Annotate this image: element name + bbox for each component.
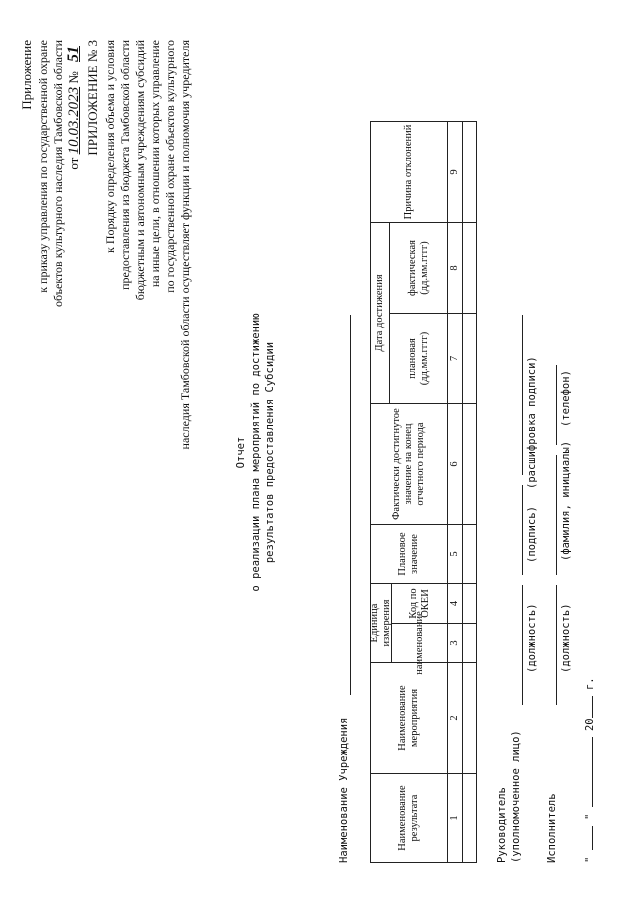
head-signature-field[interactable] [522, 485, 523, 575]
col-number-2: 2 [447, 662, 463, 774]
procedure-line-1: к Порядку определения объема и условия [103, 40, 117, 253]
order-number: 51 [65, 46, 82, 62]
header-date-planned: плановая (дд.мм.гггг) [389, 313, 448, 404]
head-position-hint: (должность) [526, 603, 538, 673]
col-number-3: 3 [447, 623, 463, 663]
executor-label: Исполнитель [546, 793, 558, 863]
date-open-quote: " [584, 856, 596, 863]
table-cell[interactable] [462, 313, 477, 404]
procedure-line-4: на иные цели, в отношении которых управление [148, 40, 162, 288]
order-date: 10.03.2023 [66, 86, 82, 155]
head-position-field[interactable] [522, 585, 523, 705]
col-number-4: 4 [447, 583, 463, 624]
executor-phone-field[interactable] [556, 365, 557, 445]
date-day-field[interactable] [592, 826, 593, 850]
report-table [370, 47, 480, 863]
table-cell[interactable] [462, 662, 477, 774]
header-unit-group: Единица измерения [370, 583, 392, 663]
col-number-1: 1 [447, 773, 463, 863]
header-date-group: Дата достижения [370, 222, 390, 404]
header-unit-name: наименование [391, 623, 448, 663]
header-actual-value: Фактически достигнутое значение на конец отчетного периода [370, 403, 448, 525]
header-okei-code: Код по ОКЕИ [391, 583, 448, 624]
table-cell[interactable] [462, 403, 477, 525]
executor-name-hint: (фамилия, инициалы) [560, 440, 572, 561]
table-cell[interactable] [462, 623, 477, 663]
institution-field[interactable] [350, 315, 351, 695]
date-year-field[interactable] [592, 696, 593, 718]
procedure-line-3: бюджетным и автономным учреждениям субсидий [133, 40, 147, 301]
table-cell[interactable] [462, 524, 477, 584]
head-decoding-hint: (расшифровка подписи) [526, 356, 538, 489]
header-planned-value: Плановое значение [370, 524, 448, 584]
date-line [584, 677, 596, 863]
procedure-line-2: предоставления из бюджета Тамбовской области [118, 40, 132, 290]
order-number-prefix: № [66, 71, 81, 84]
appendix-title: Приложение [19, 40, 34, 110]
order-line-2: объектов культурного наследия Тамбовской области [51, 40, 65, 308]
executor-name-field[interactable] [556, 455, 557, 575]
procedure-line-5: по государственной охране объектов культурного [163, 40, 177, 293]
col-number-9: 9 [447, 121, 463, 223]
executor-position-field[interactable] [556, 585, 557, 705]
report-subtitle-1: о реализации плана мероприятий по достижению [250, 313, 262, 592]
head-label: Руководитель [496, 787, 508, 863]
head-decoding-field[interactable] [522, 315, 523, 475]
header-result-name: Наименование результата [370, 773, 448, 863]
table-cell[interactable] [462, 222, 477, 314]
order-date-prefix: от [66, 157, 81, 170]
col-number-5: 5 [447, 524, 463, 584]
date-year-prefix: 20 [584, 718, 596, 732]
order-date-line [67, 40, 81, 170]
table-cell[interactable] [462, 121, 477, 223]
procedure-line-6: наследия Тамбовской области осуществляет функции и полномочия учредителя [178, 40, 192, 450]
table-cell[interactable] [462, 583, 477, 624]
report-title: Отчет [235, 436, 247, 469]
order-line-1: к приказу управления по государственной охране [36, 40, 50, 293]
executor-position-hint: (должность) [560, 603, 572, 673]
col-number-6: 6 [447, 403, 463, 525]
col-number-7: 7 [447, 313, 463, 404]
header-date-actual: фактическая (дд.мм.гггг) [389, 222, 448, 314]
head-signature-hint: (подпись) [526, 506, 538, 563]
report-subtitle-2: результатов предоставления Субсидии [264, 341, 276, 564]
date-close-quote: " [584, 813, 596, 821]
institution-label: Наименование Учреждения [338, 717, 350, 863]
header-deviation-reason: Причина отклонений [370, 121, 448, 223]
date-suffix: г. [584, 677, 596, 691]
head-sublabel: (уполномоченное лицо) [510, 730, 522, 863]
date-month-field[interactable] [592, 737, 593, 807]
executor-phone-hint: (телефон) [560, 370, 572, 427]
header-event-name: Наименование мероприятия [370, 662, 448, 774]
table-cell[interactable] [462, 773, 477, 863]
annex-label: ПРИЛОЖЕНИЕ № 3 [85, 40, 100, 156]
col-number-8: 8 [447, 222, 463, 314]
